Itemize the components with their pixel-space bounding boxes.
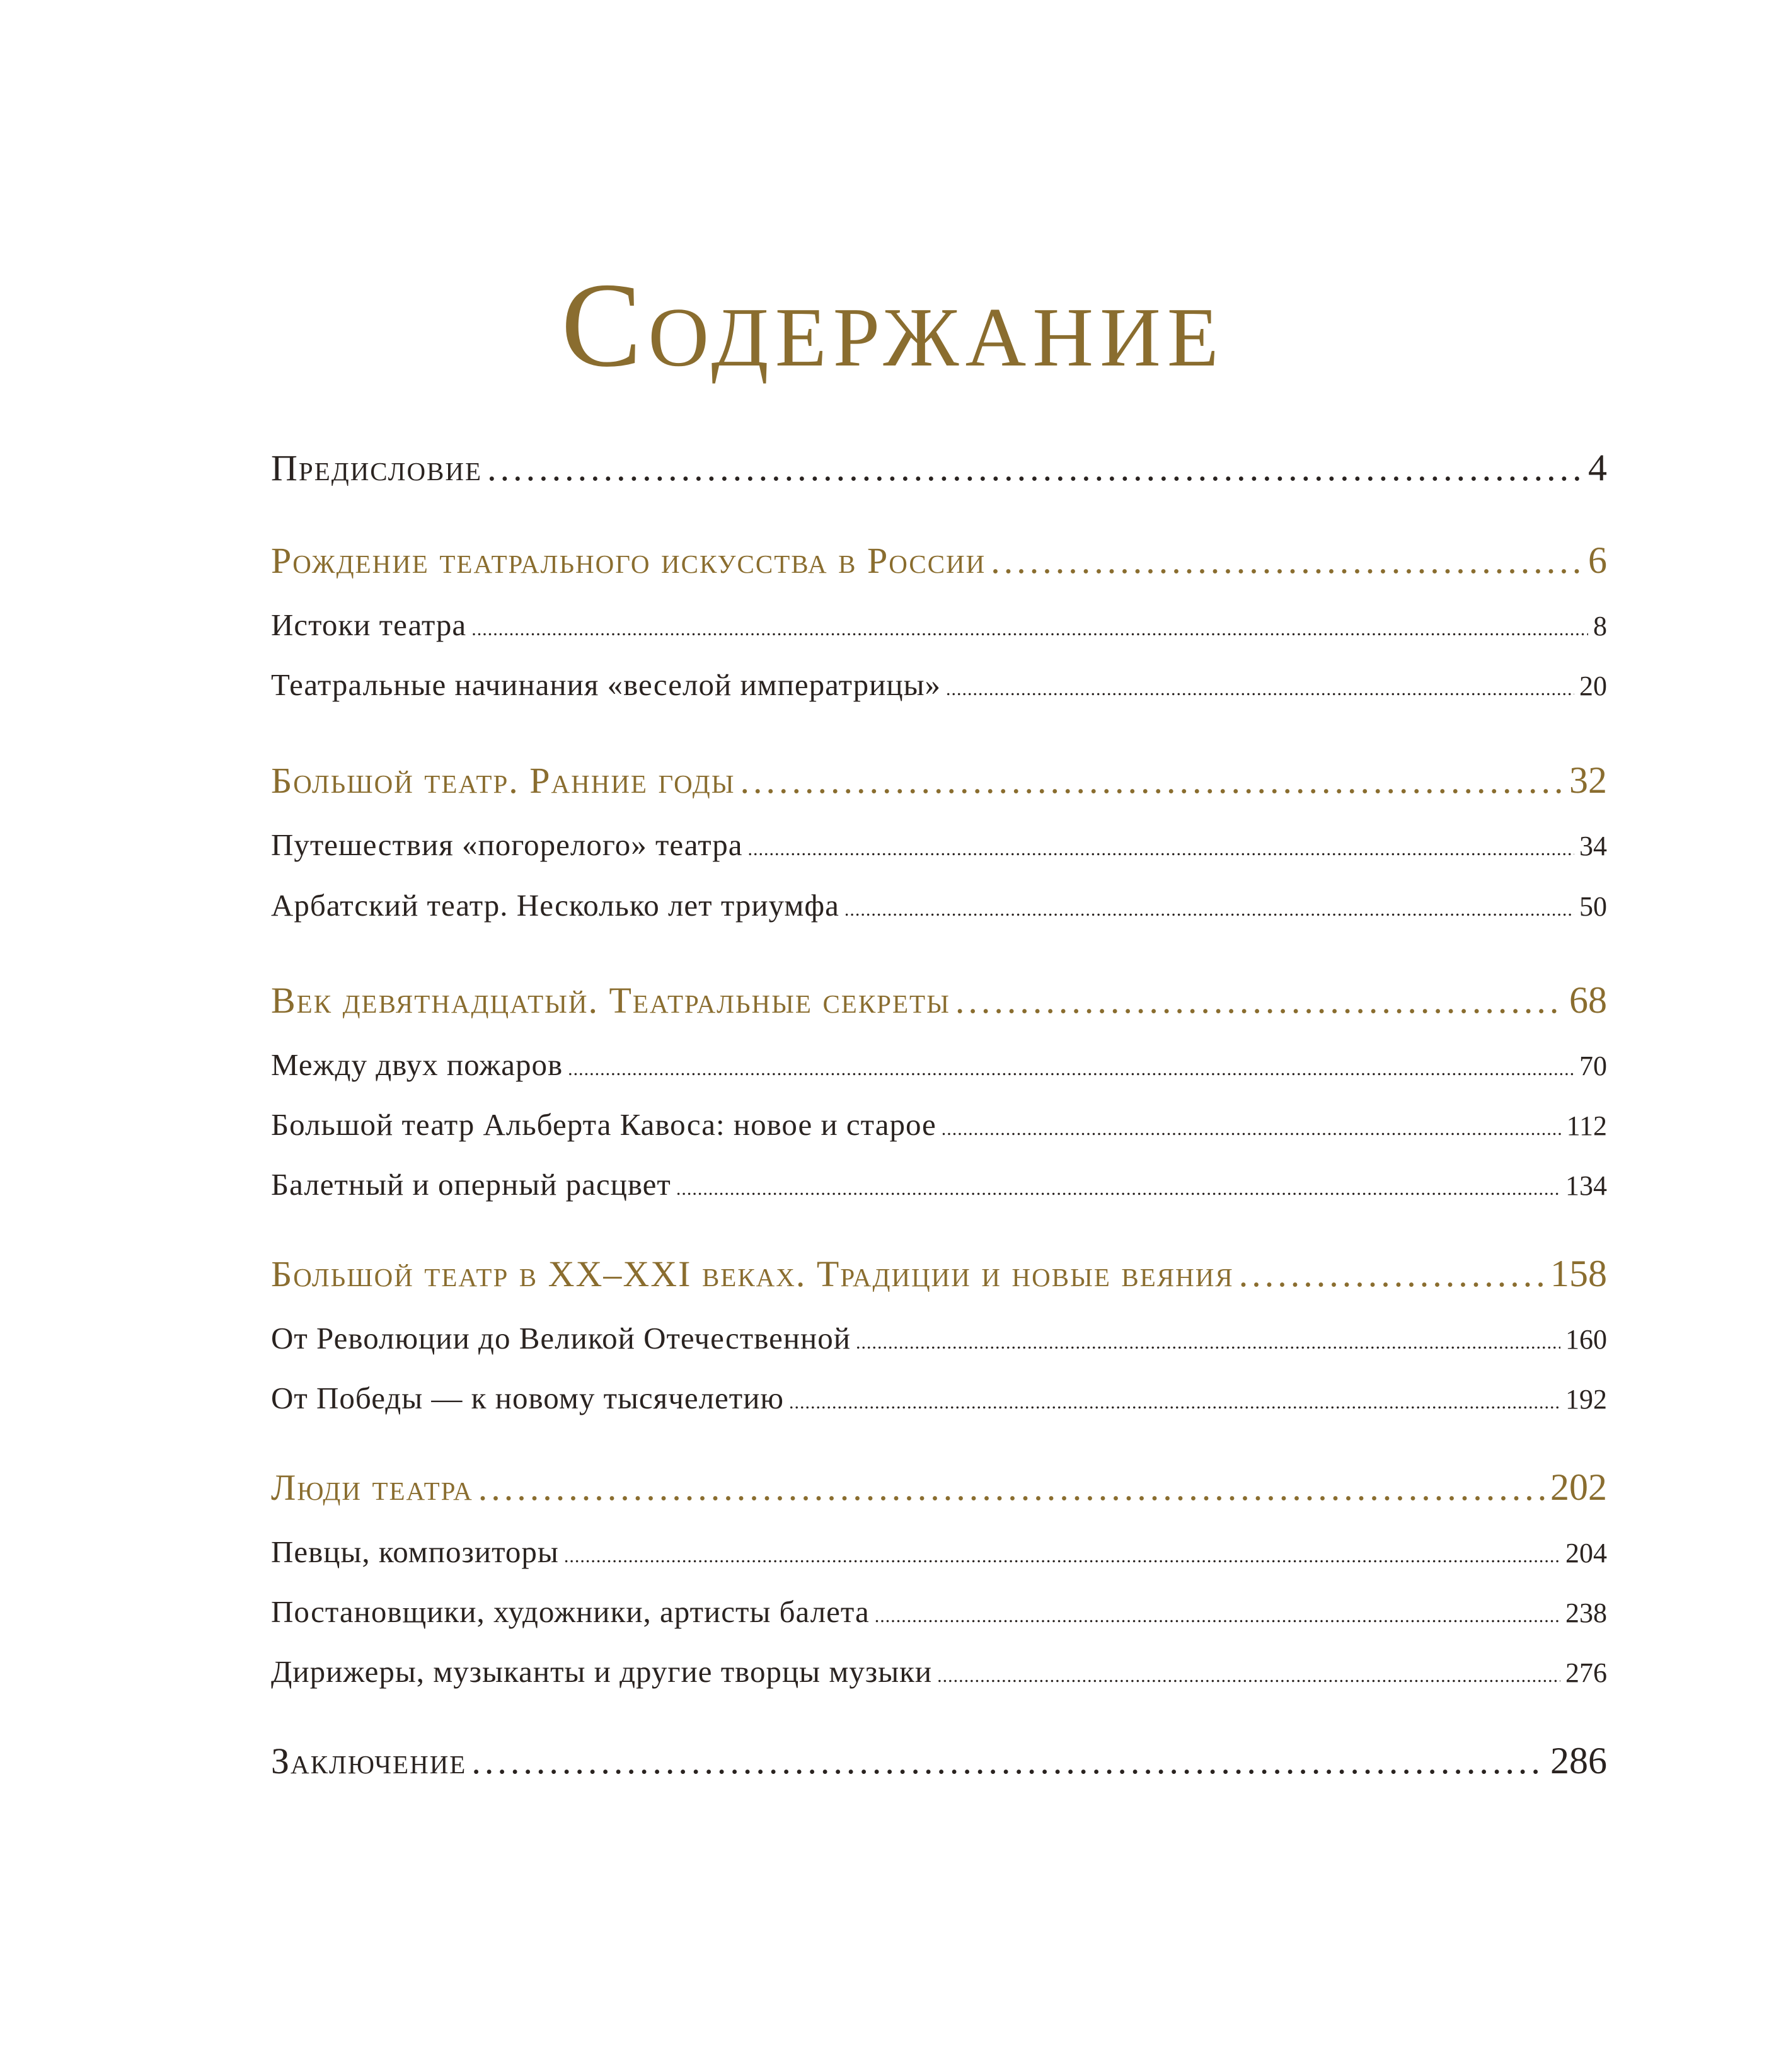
dot-leader [568, 1059, 1574, 1080]
toc-entry-label: Предисловие [271, 447, 483, 488]
toc-entry-label: Люди театра [271, 1467, 473, 1508]
dot-leader [748, 839, 1575, 860]
dot-leader [844, 899, 1574, 921]
toc-entry-label: Большой театр в XX–XXI веках. Традиции и новые веяния [271, 1253, 1234, 1294]
toc-entry-page: 68 [1569, 979, 1607, 1021]
dot-leader [946, 679, 1574, 700]
dot-leader [487, 447, 1583, 489]
toc-entry-page: 4 [1588, 447, 1607, 488]
dot-leader [478, 1466, 1545, 1509]
dot-leader [740, 759, 1564, 802]
toc-chapter-entry[interactable] [271, 1047, 1607, 1083]
toc-entry-label: Певцы, композиторы [271, 1534, 559, 1569]
toc-entry-label: От Победы — к новому тысячелетию [271, 1381, 785, 1415]
toc-entry-page: 6 [1588, 539, 1607, 581]
toc-entry-page: 158 [1550, 1253, 1607, 1294]
toc-entry-label: Век девятнадцатый. Театральные секреты [271, 980, 950, 1021]
toc-entry-page: 204 [1565, 1538, 1607, 1568]
toc-chapter-entry[interactable] [271, 1320, 1607, 1356]
toc-entry-label: Большой театр. Ранние годы [271, 760, 735, 801]
toc-chapter-entry[interactable] [271, 1166, 1607, 1202]
dot-leader [937, 1666, 1560, 1687]
toc-entry-conclusion[interactable] [271, 1739, 1607, 1783]
dot-leader [676, 1178, 1560, 1200]
dot-leader [856, 1332, 1560, 1354]
toc-part-people-of-theatre[interactable] [271, 1466, 1607, 1509]
dot-leader [991, 539, 1583, 582]
toc-entry-label: От Революции до Великой Отечественной [271, 1321, 851, 1355]
toc-entry-label: Дирижеры, музыканты и другие творцы музыки [271, 1654, 933, 1689]
toc-entry-page: 70 [1579, 1050, 1607, 1081]
dot-leader [942, 1119, 1562, 1140]
toc-chapter-entry[interactable] [271, 667, 1607, 703]
toc-entry-preface[interactable] [271, 446, 1607, 490]
dot-leader [789, 1392, 1560, 1413]
toc-entry-page: 276 [1565, 1657, 1607, 1688]
toc-chapter-entry[interactable] [271, 1534, 1607, 1570]
dot-leader [1239, 1253, 1545, 1295]
toc-part-twentieth-century[interactable] [271, 1252, 1607, 1296]
toc-entry-label: Заключение [271, 1741, 467, 1781]
dot-leader [875, 1606, 1560, 1627]
toc-chapter-entry[interactable] [271, 1107, 1607, 1142]
toc-entry-page: 50 [1579, 891, 1607, 922]
toc-entry-label: Театральные начинания «веселой императрицы» [271, 667, 942, 702]
toc-entry-page: 32 [1569, 759, 1607, 801]
toc-entry-page: 20 [1579, 671, 1607, 701]
toc-chapter-entry[interactable] [271, 1654, 1607, 1689]
toc-entry-page: 238 [1565, 1597, 1607, 1628]
toc-chapter-entry[interactable] [271, 607, 1607, 643]
dot-leader [471, 619, 1588, 640]
dot-leader [955, 979, 1564, 1022]
toc-entry-label: Постановщики, художники, артисты балета [271, 1594, 870, 1629]
toc-entry-label: Рождение театрального искусства в России [271, 540, 986, 581]
toc-entry-page: 286 [1550, 1740, 1607, 1781]
toc-entry-label: Балетный и оперный расцвет [271, 1167, 671, 1202]
toc-entry-page: 8 [1593, 611, 1607, 642]
toc-entry-label: Истоки театра [271, 607, 467, 642]
toc-entry-label: Арбатский театр. Несколько лет триумфа [271, 888, 839, 923]
toc-chapter-entry[interactable] [271, 1380, 1607, 1416]
toc-chapter-entry[interactable] [271, 1594, 1607, 1630]
toc-entry-page: 112 [1566, 1110, 1607, 1141]
toc-entry-label: Путешествия «погорелого» театра [271, 827, 743, 862]
dot-leader [564, 1546, 1560, 1567]
toc-entry-page: 34 [1579, 831, 1607, 861]
toc-chapter-entry[interactable] [271, 887, 1607, 923]
dot-leader [471, 1740, 1545, 1782]
toc-entry-page: 192 [1565, 1384, 1607, 1415]
toc-entry-page: 134 [1565, 1170, 1607, 1201]
toc-entry-label: Большой театр Альберта Кавоса: новое и старое [271, 1107, 936, 1142]
toc-entry-page: 160 [1565, 1324, 1607, 1355]
toc-part-birth-of-theatre[interactable] [271, 539, 1607, 582]
toc-entry-label: Между двух пожаров [271, 1047, 563, 1082]
page-title: Содержание [561, 258, 1225, 392]
toc-part-bolshoi-early-years[interactable] [271, 759, 1607, 802]
toc-part-nineteenth-century[interactable] [271, 979, 1607, 1022]
toc-entry-page: 202 [1550, 1466, 1607, 1508]
toc-chapter-entry[interactable] [271, 827, 1607, 863]
